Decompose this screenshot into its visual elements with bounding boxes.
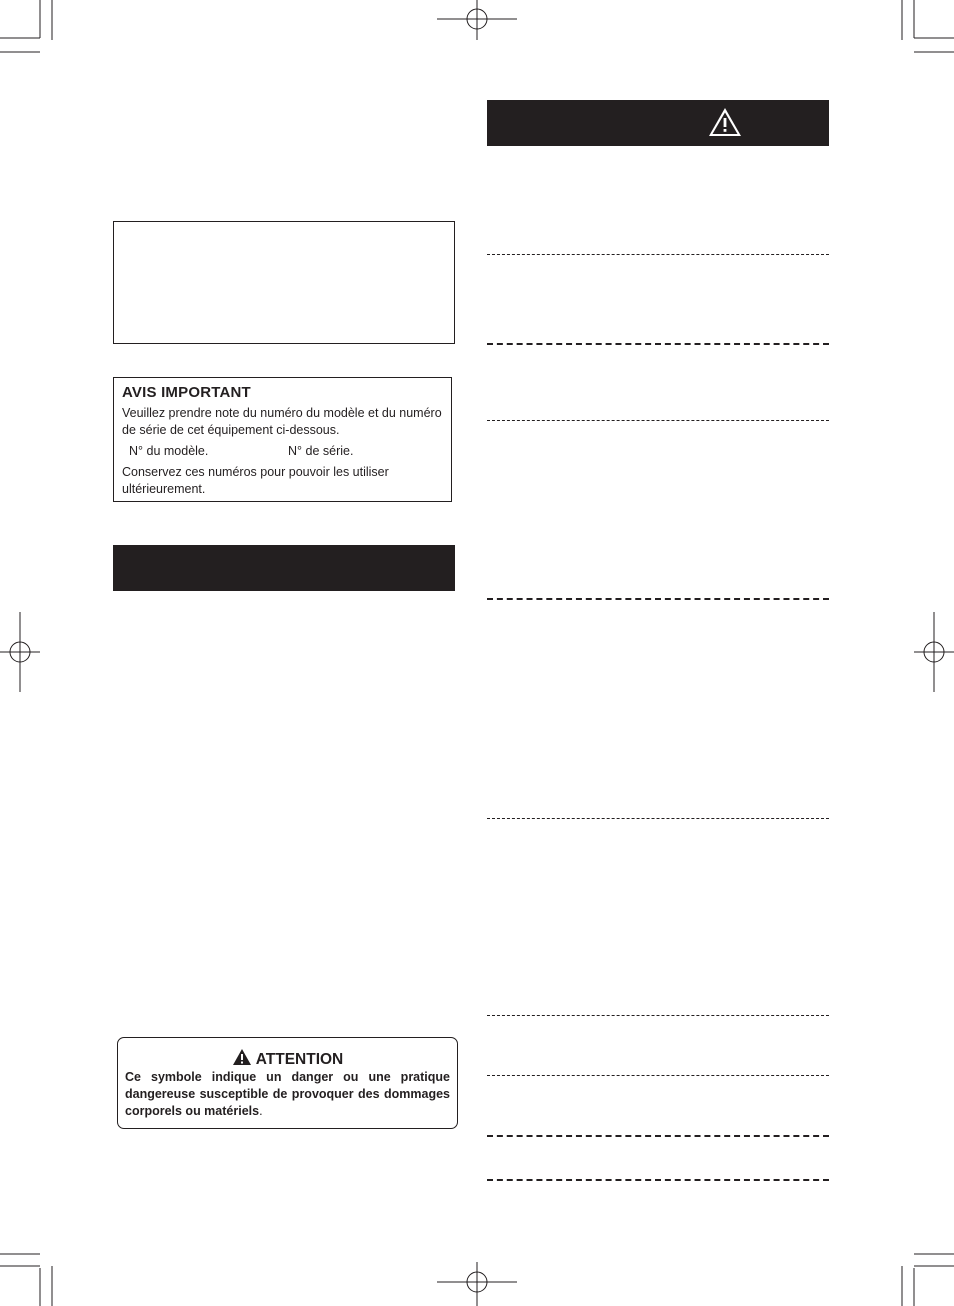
warning-triangle-icon <box>707 106 743 138</box>
avis-important-line4: ultérieurement. <box>122 482 206 496</box>
dashed-rule <box>487 1135 829 1137</box>
warning-header-bar <box>487 100 829 146</box>
dashed-rule <box>487 420 829 421</box>
attention-body-period: . <box>259 1104 263 1118</box>
model-number-label: N° du modèle. <box>129 444 209 458</box>
serial-number-label: N° de série. <box>288 444 354 458</box>
avis-important-box <box>113 377 452 502</box>
dashed-rule <box>487 1075 829 1076</box>
section-header-bar-left <box>113 545 455 591</box>
attention-box <box>117 1037 458 1129</box>
dashed-rule <box>487 818 829 819</box>
dashed-rule <box>487 254 829 255</box>
attention-heading <box>118 1048 457 1069</box>
dashed-rule <box>487 343 829 345</box>
avis-important-line2: de série de cet équipement ci-dessous. <box>122 423 340 437</box>
attention-title: ATTENTION <box>255 1051 344 1068</box>
warning-triangle-icon <box>232 1048 252 1066</box>
blank-notice-box <box>113 221 455 344</box>
attention-body-text: Ce symbole indique un danger ou une pratique dangereuse susceptible de provoquer des dommages corporels ou matériels <box>125 1070 450 1118</box>
dashed-rule <box>487 1179 829 1181</box>
dashed-rule <box>487 598 829 600</box>
avis-important-title: AVIS IMPORTANT <box>122 384 251 401</box>
avis-important-line1: Veuillez prendre note du numéro du modèle et du numéro <box>122 406 442 420</box>
attention-body <box>125 1069 450 1120</box>
avis-important-line3: Conservez ces numéros pour pouvoir les utiliser <box>122 465 389 479</box>
dashed-rule <box>487 1015 829 1016</box>
